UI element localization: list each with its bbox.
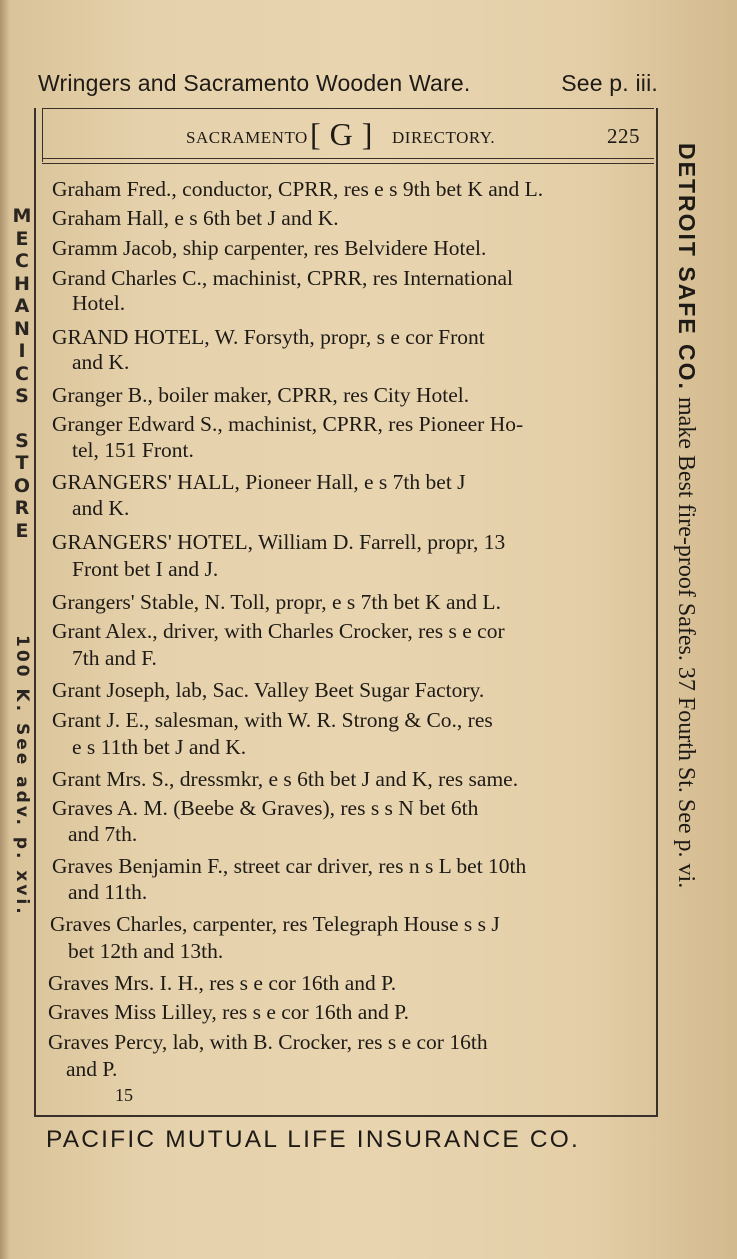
- entry-line: Grand Charles C., machinist, CPRR, res International: [52, 266, 513, 290]
- entry-line-continued: and P.: [66, 1057, 118, 1081]
- left-ad-letter: E: [15, 519, 29, 542]
- entry-line: Graves Miss Lilley, res s e cor 16th and P.: [48, 1000, 410, 1024]
- entry-line: Graves A. M. (Beebe & Graves), res s s N bet 6th: [52, 796, 479, 820]
- running-head-directory: DIRECTORY.: [392, 128, 496, 147]
- entry-line: Granger B., boiler maker, CPRR, res City Hotel.: [52, 383, 470, 407]
- entry-line: Graves Benjamin F., street car driver, res n s L bet 10th: [52, 854, 527, 878]
- entry-line: Graham Hall, e s 6th bet J and K.: [52, 206, 339, 230]
- entry-line-continued: and 11th.: [68, 880, 148, 904]
- entry-line-continued: and K.: [72, 496, 130, 520]
- right-margin-advertisement: [672, 143, 700, 888]
- entry-line-continued: Hotel.: [72, 291, 126, 315]
- top-banner-text: Wringers and Sacramento Wooden Ware.: [38, 70, 471, 96]
- entry-line: Graves Percy, lab, with B. Crocker, res s e cor 16th: [48, 1030, 488, 1054]
- left-ad-vertical-letters: [2, 205, 42, 542]
- entry-line-continued: bet 12th and 13th.: [68, 939, 224, 963]
- entry-line: Graham Fred., conductor, CPRR, res e s 9th bet K and L.: [52, 177, 544, 201]
- left-ad-letter: S: [15, 429, 29, 452]
- left-ad-letter: H: [14, 272, 30, 295]
- left-ad-letter: M: [12, 205, 32, 227]
- left-ad-letter: R: [14, 497, 30, 519]
- left-ad-letter: I: [18, 340, 26, 362]
- entry-line: Granger Edward S., machinist, CPRR, res Pioneer Ho-: [52, 412, 524, 436]
- left-ad-letter: T: [15, 452, 29, 474]
- running-head-letter: [ G ]: [310, 116, 373, 152]
- left-ad-letter: N: [14, 317, 30, 340]
- left-ad-letter: E: [15, 227, 29, 250]
- left-ad-letter: C: [15, 250, 29, 272]
- entry-line: GRAND HOTEL, W. Forsyth, propr, s e cor Front: [52, 325, 485, 349]
- entry-line: GRANGERS' HALL, Pioneer Hall, e s 7th bet J: [52, 470, 466, 494]
- entry-line: Grant Mrs. S., dressmkr, e s 6th bet J and K, res same.: [52, 767, 519, 791]
- left-ad-gap: [2, 408, 42, 430]
- entry-line: Graves Mrs. I. H., res s e cor 16th and P.: [48, 971, 397, 995]
- entry-line-continued: Front bet I and J.: [72, 557, 219, 581]
- right-ad-text: make Best fire-proof Safes. 37 Fourth St. See p. vi.: [673, 390, 699, 889]
- left-ad-rotated-text: 100 K. See adv. p. xvi.: [12, 635, 32, 917]
- entry-line: Grant J. E., salesman, with W. R. Strong & Co., res: [52, 708, 493, 732]
- entry-line-continued: and K.: [72, 350, 130, 374]
- left-ad-letter: A: [14, 295, 30, 317]
- page-number: 225: [607, 124, 640, 148]
- entry-line-continued: tel, 151 Front.: [72, 438, 194, 462]
- bottom-advertisement-banner: PACIFIC MUTUAL LIFE INSURANCE CO.: [46, 1126, 581, 1153]
- left-margin-advertisement: [2, 205, 42, 917]
- entry-line-continued: and 7th.: [68, 822, 138, 846]
- entry-line: GRANGERS' HOTEL, William D. Farrell, propr, 13: [52, 530, 506, 554]
- left-ad-letter: C: [15, 362, 29, 385]
- top-banner-see-reference: See p. iii.: [561, 70, 658, 96]
- left-ad-letter: O: [13, 474, 31, 497]
- entry-line: Grant Alex., driver, with Charles Crocker, res s e cor: [52, 619, 505, 643]
- right-ad-company: DETROIT SAFE CO.: [674, 143, 700, 391]
- entry-line-continued: 7th and F.: [72, 646, 157, 670]
- entry-line: Graves Charles, carpenter, res Telegraph House s s J: [50, 912, 500, 936]
- left-ad-letter: S: [15, 385, 29, 407]
- signature-mark: 15: [115, 1085, 133, 1105]
- entry-line: Grant Joseph, lab, Sac. Valley Beet Sugar Factory.: [52, 678, 485, 702]
- entry-line-continued: e s 11th bet J and K.: [72, 735, 247, 759]
- entry-line: Grangers' Stable, N. Toll, propr, e s 7th bet K and L.: [52, 590, 501, 614]
- entry-line: Gramm Jacob, ship carpenter, res Belvidere Hotel.: [52, 236, 487, 260]
- running-head-city: SACRAMENTO: [186, 128, 308, 147]
